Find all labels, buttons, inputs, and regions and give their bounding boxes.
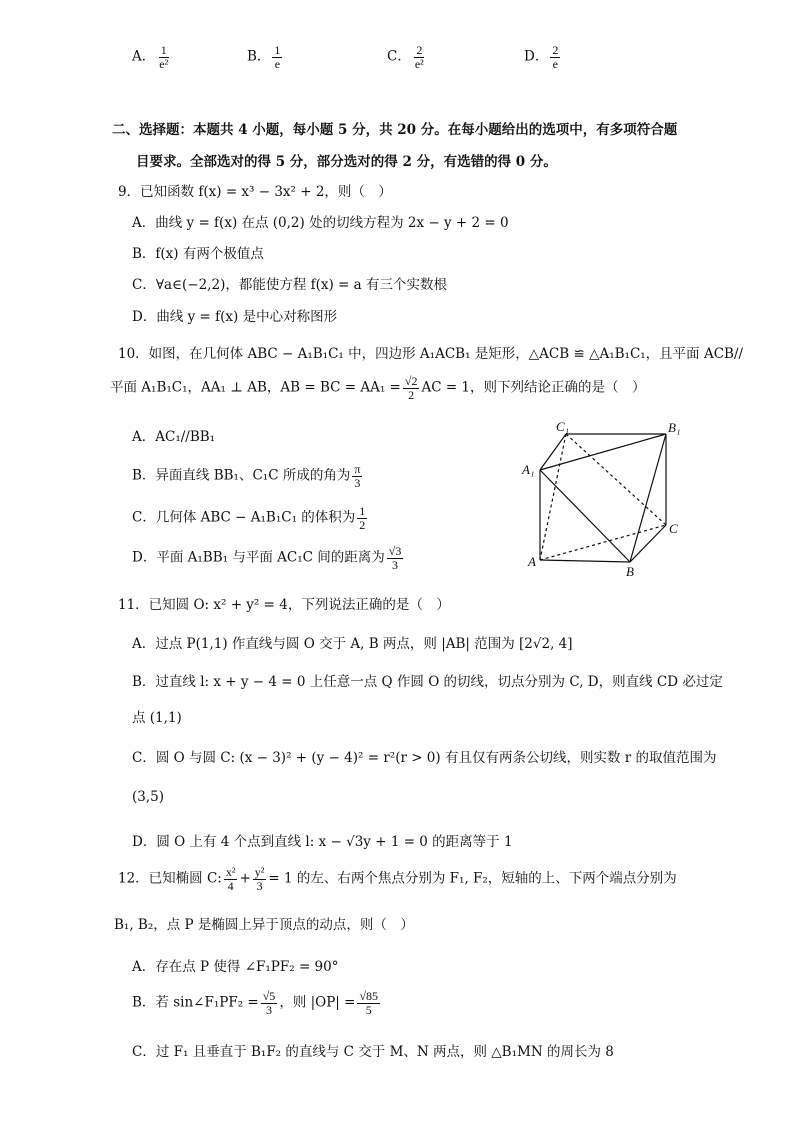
q11-option-d: D．圆 O 上有 4 个点到直线 l: x − √3y + 1 = 0 的距离等于 1 bbox=[132, 834, 513, 850]
q10-stem-line2: 平面 A₁B₁C₁，AA₁ ⊥ AB，AB = BC = AA₁ = $\frac{√2}{2}$ AC = 1，则下列结论正确的是（ ） bbox=[110, 374, 646, 402]
q8-option-c: C． $\frac{2}{\text{e²}}$ bbox=[387, 43, 424, 71]
label-c: C bbox=[669, 521, 678, 536]
q10-option-c: C．几何体 ABC − A₁B₁C₁ 的体积为 $\frac{1}{2}$ bbox=[132, 504, 366, 532]
edge-a1-b bbox=[540, 470, 630, 562]
edge-a-c bbox=[540, 525, 666, 560]
q9-option-a: A．曲线 y = f(x) 在点 (0,2) 处的切线方程为 2x − y + 2 = 0 bbox=[132, 215, 509, 231]
q11-option-b-line1: B．过直线 l: x + y − 4 = 0 上任意一点 Q 作圆 O 的切线，切点分别为 C, D，则直线 CD 必过定 bbox=[132, 674, 723, 690]
q10-option-b: B．异面直线 BB₁、C₁C 所成的角为 $\frac{\pi}{3}$ bbox=[132, 462, 361, 490]
q9-option-d: D．曲线 y = f(x) 是中心对称图形 bbox=[132, 309, 338, 325]
section-heading-line1: 二、选择题：本题共 4 小题，每小题 5 分，共 20 分。在每小题给出的选项中，有多项符合题 bbox=[112, 122, 678, 138]
label-a1: A₁ bbox=[522, 462, 535, 477]
q8-option-a: A． $\frac{1}{\text{e²}}$ bbox=[132, 43, 169, 71]
q10-option-a: A．AC₁//BB₁ bbox=[132, 429, 216, 445]
q9-option-b: B．f(x) 有两个极值点 bbox=[132, 246, 264, 262]
q10-stem-line1: 10．如图，在几何体 ABC − A₁B₁C₁ 中，四边形 A₁ACB₁ 是矩形，△ACB ≌ △A₁B₁C₁，且平面 ACB// bbox=[118, 346, 744, 362]
q11-option-b-line2: 点 (1,1) bbox=[132, 710, 182, 726]
label-b: B bbox=[626, 564, 634, 578]
label-c1: C₁ bbox=[556, 420, 570, 434]
q10-option-d: D．平面 A₁BB₁ 与平面 AC₁C 间的距离为 $\frac{√3}{3}$ bbox=[132, 544, 402, 572]
q10-geometry-figure bbox=[518, 420, 693, 578]
label-a: A bbox=[528, 554, 536, 569]
q11-stem: 11．已知圆 O: x² + y² = 4，下列说法正确的是（ ） bbox=[118, 597, 450, 613]
edge-a-b bbox=[540, 560, 630, 562]
q12-option-c: C．过 F₁ 且垂直于 B₁F₂ 的直线与 C 交于 M、N 两点，则 △B₁MN 的周长为 8 bbox=[132, 1044, 614, 1060]
q12-option-b: B．若 sin∠F₁PF₂ = $\frac{√5}{3}$ ，则 |OP| = $\frac{√85}{5}$ bbox=[132, 989, 379, 1017]
q11-option-c-line1: C．圆 O 与圆 C: (x − 3)² + (y − 4)² = r²(r > 0) 有且仅有两条公切线，则实数 r 的取值范围为 bbox=[132, 750, 717, 766]
q9-option-c: C．∀a∈(−2,2)，都能使方程 f(x) = a 有三个实数根 bbox=[132, 277, 448, 293]
q8-option-b: B． $\frac{1}{e}$ bbox=[247, 43, 281, 71]
q12-stem-line1: 12．已知椭圆 C: $\frac{\text{x²}}{4}$ + $\frac{\text{y²}}{3}$ = 1 的左、右两个焦点分别为 F₁, F₂，短轴的上、下两个端点分别为 bbox=[118, 865, 677, 893]
q8-option-d: D． $\frac{2}{e}$ bbox=[524, 43, 559, 71]
q12-option-a: A．存在点 P 使得 ∠F₁PF₂ = 90° bbox=[132, 959, 339, 975]
label-b1: B₁ bbox=[668, 420, 681, 435]
edge-a1-b1 bbox=[540, 434, 666, 470]
q9-stem: 9．已知函数 f(x) = x³ − 3x² + 2，则（ ） bbox=[118, 184, 392, 200]
q11-option-a: A．过点 P(1,1) 作直线与圆 O 交于 A, B 两点，则 |AB| 范围为 [2√2, 4] bbox=[132, 636, 573, 652]
q12-stem-line2: B₁, B₂，点 P 是椭圆上异于顶点的动点，则（ ） bbox=[114, 917, 414, 933]
section-heading-line2: 目要求。全部选对的得 5 分，部分选对的得 2 分，有选错的得 0 分。 bbox=[136, 154, 557, 170]
q11-option-c-line2: (3,5) bbox=[132, 789, 165, 805]
